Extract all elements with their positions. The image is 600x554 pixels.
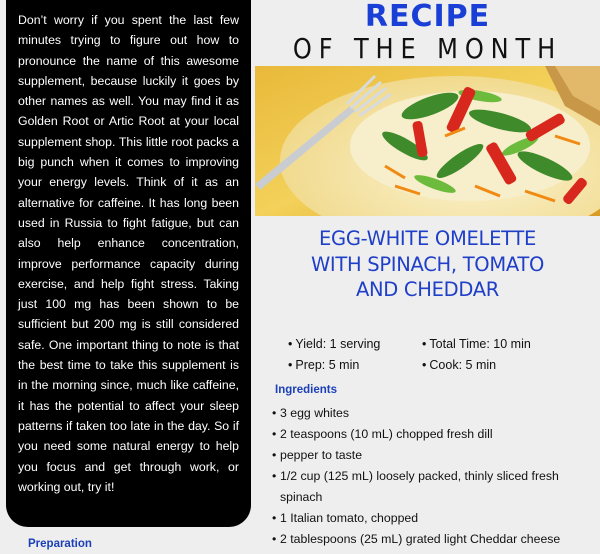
- recipe-title: RECIPE: [364, 0, 491, 34]
- omelette-photo: [255, 66, 600, 216]
- yield-info: • Yield: 1 serving: [288, 337, 381, 351]
- preparation-heading: Preparation: [28, 538, 92, 550]
- cook-time-info: • Cook: 5 min: [422, 358, 497, 372]
- sidebar-paragraph: Don’t worry if you spent the last few minutes trying to figure out how to pronounce the name of this awesome supplement, because luckily it goes by other names as well. You may find it as Golden Root or Artic Root at your local supplement shop. This little root packs a big punch when it comes to improving your energy levels. Think of it as an alternative for caffeine. It has long been used in Russia to fight fatigue, but can also help enhance concentration, improve performance capacity during exercise, and help fight stress. Taking just 100 mg has been shown to be sufficient but 200 mg is still considered safe. One important thing to note is that the best time to take this supplement is in the morning since, much like caffeine, it has the potential to affect your sleep patterns if taken too late in the day. So if you need some natural energy to help you focus and get through work, or working out, try it!: [18, 13, 239, 494]
- dish-name: [255, 226, 600, 303]
- ingredient-item: • pepper to taste: [272, 445, 597, 466]
- ingredient-item: • 2 tablespoons (25 mL) grated light Cheddar cheese: [272, 529, 597, 550]
- ingredient-item: • 3 egg whites: [272, 403, 597, 424]
- ingredient-item: • 2 teaspoons (10 mL) chopped fresh dill: [272, 424, 597, 445]
- ingredient-item: • 1 Italian tomato, chopped: [272, 508, 597, 529]
- ingredients-heading: Ingredients: [275, 384, 337, 396]
- dish-name-line-1: EGG-WHITE OMELETTE: [319, 227, 536, 250]
- ingredient-item: • 1/2 cup (125 mL) loosely packed, thinly sliced fresh spinach: [272, 466, 597, 508]
- recipe-subtitle: OF THE MONTH: [292, 32, 563, 65]
- cook-time-text: Cook: 5 min: [429, 358, 497, 372]
- total-time-info: • Total Time: 10 min: [422, 337, 531, 351]
- ingredients-list: [272, 403, 597, 550]
- yield-text: Yield: 1 serving: [295, 337, 381, 351]
- dish-name-line-3: AND CHEDDAR: [355, 278, 500, 301]
- sidebar-panel: [6, 0, 251, 527]
- total-time-text: Total Time: 10 min: [429, 337, 531, 351]
- dish-name-line-2: WITH SPINACH, TOMATO: [310, 252, 545, 276]
- prep-time-info: • Prep: 5 min: [288, 358, 360, 372]
- prep-time-text: Prep: 5 min: [295, 358, 360, 372]
